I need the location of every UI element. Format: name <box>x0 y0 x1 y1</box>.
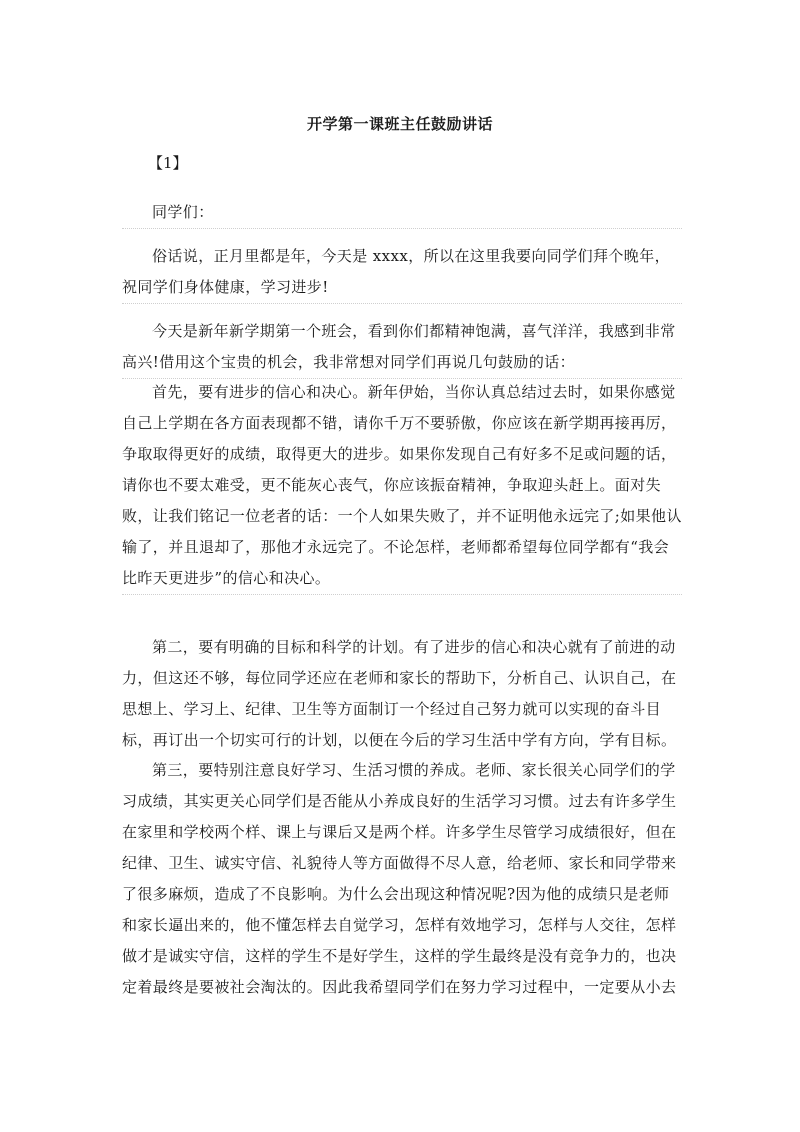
paragraph-intro: 今天是新年新学期第一个班会，看到你们都精神饱满，喜气洋洋，我感到非常高兴!借用这个宝贵的机会，我非常想对同学们再说几句鼓励的话： <box>122 316 682 379</box>
paragraph-third-point: 第三，要特别注意良好学习、生活习惯的养成。老师、家长很关心同学们的学习成绩，其实更关心同学们是否能从小养成良好的生活学习习惯。过去有许多学生在家里和学校两个样、课上与课后又是两个样。许多学生尽管学习成绩很好，但在纪律、卫生、诚实守信、礼貌待人等方面做得不尽人意，给老师、家长和同学带来了很多麻烦，造成了不良影响。为什么会出现这种情况呢?因为他的成绩只是老师和家长逼出来的，他不懂怎样去自觉学习，怎样有效地学习，怎样与人交往，怎样做才是诚实守信，这样的学生不是好学生，这样的学生最终是没有竞争力的，也决定着最终是要被社会淘汰的。因此我希望同学们在努力学习过程中，一定要从小去 <box>122 761 677 996</box>
document-title: 开学第一课班主任鼓励讲话 <box>306 115 493 133</box>
paragraph-greeting: 同学们： <box>122 197 682 229</box>
paragraph-new-year-wish: 俗话说，正月里都是年，今天是 xxxx，所以在这里我要向同学们拜个晚年，祝同学们身体健康，学习进步! <box>122 241 682 304</box>
paragraph-first-point: 首先，要有进步的信心和决心。新年伊始，当你认真总结过去时，如果你感觉自己上学期在各方面表现都不错，请你千万不要骄傲，你应该在新学期再接再厉，争取取得更好的成绩，取得更大的进步。如果你发现自己有好多不足或问题的话，请你也不要太难受，更不能灰心丧气，你应该振奋精神，争取迎头赶上。面对失败，让我们铭记一位老者的话：一个人如果失败了，并不证明他永远完了;如果他认输了，并且退却了，那他才永远完了。不论怎样，老师都希望每位同学都有“我会比昨天更进步”的信心和决心。 <box>122 377 682 595</box>
paragraph-second-point: 第二，要有明确的目标和科学的计划。有了进步的信心和决心就有了前进的动力，但这还不够，每位同学还应在老师和家长的帮助下，分析自己、认识自己，在思想上、学习上、纪律、卫生等方面制订一个经过自己努力就可以实现的奋斗目标，再订出一个切实可行的计划，以便在今后的学习生活中学有方向，学有目标。 <box>122 638 677 749</box>
section-marker: 【1】 <box>148 154 188 172</box>
